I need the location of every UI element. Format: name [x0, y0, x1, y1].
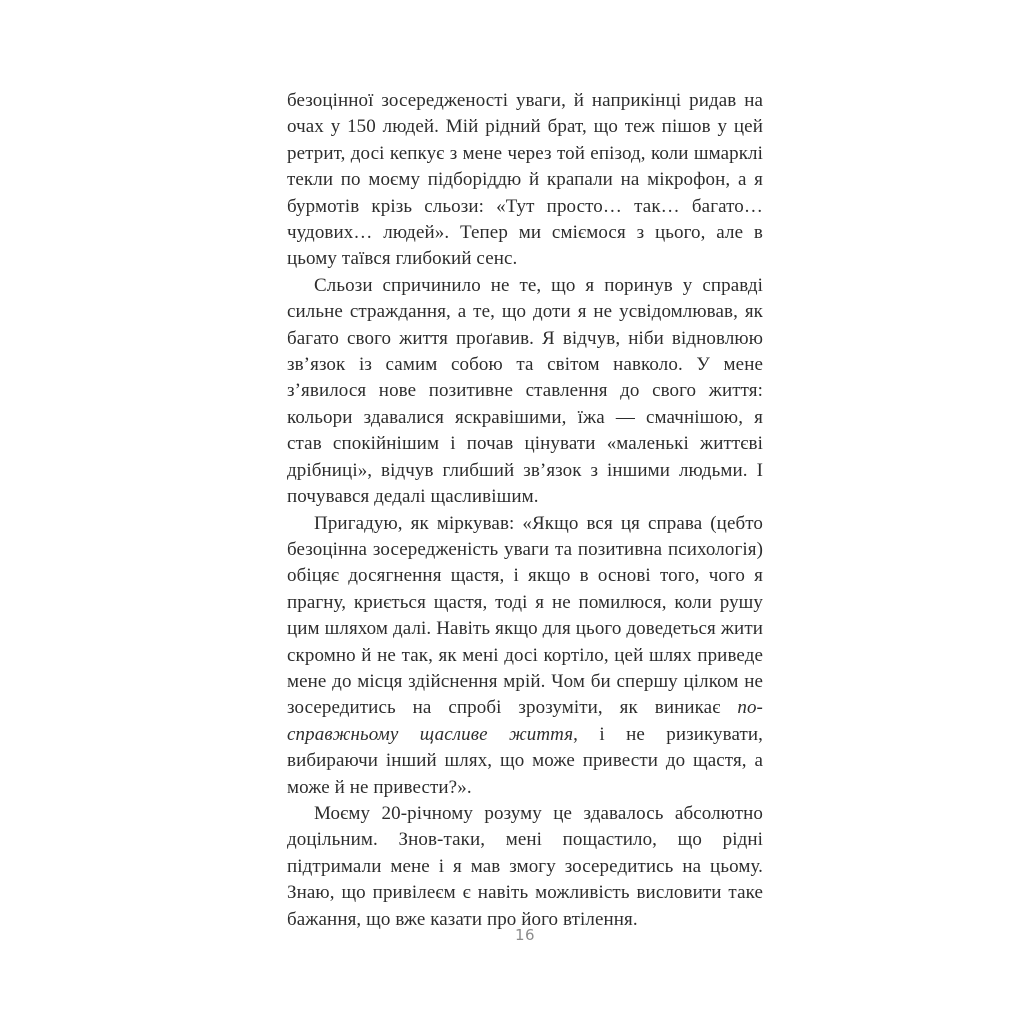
body-text: безоцінної зосередженості уваги, й наприкінці ридав на очах у 150 людей. Мій рідний брат, що теж пішов у цей ретрит, досі кепкує з мене через той епізод, коли шмарклі текли по моєму підборіддю й крапали на мікрофон, а я бурмотів крізь сльози: «Тут просто… так… багато… чудових… людей». Тепер ми сміємося з цього, але в цьому таївся глибокий сенс. [287, 90, 763, 270]
page-number: 16 [514, 926, 536, 944]
paragraph [287, 273, 763, 511]
body-text: Пригадую, як міркував: «Якщо вся ця справа (цебто безоцінна зосередженість уваги та позитивна психологія) обіцяє досягнення щастя, і якщо в основі того, чого я прагну, криється щастя, тоді я не помилюся, коли рушу цим шляхом далі. Навіть якщо для цього доведеться жити скромно й не так, як мені досі кортіло, цей шлях приведе мене до місця здійснення мрій. Чом би спершу цілком не зосередитись на спробі зрозуміти, як виникає [287, 512, 763, 719]
body-text: , і не ризикувати, вибираючи інший шлях, що може привести до щастя, а може й не привести?». [287, 723, 764, 798]
italic-phrase: по-справжньому щасливе життя [287, 697, 763, 745]
paragraph [287, 88, 763, 273]
page-text [287, 88, 763, 933]
body-text: Сльози спричинило не те, що я поринув у справді сильне страждання, а те, що доти я не усвідомлював, як багато свого життя проґавив. Я відчув, ніби відновлюю зв’язок із самим собою та світом навколо. У мене з’явилося нове позитивне ставлення до свого життя: кольори здавалися яскравішими, їжа — смачнішою, я став спокійнішим і почав цінувати «маленькі життєві дрібниці», відчув глибший зв’язок з іншими людьми. І почувався дедалі щасливішим. [287, 274, 763, 508]
paragraph [287, 801, 763, 933]
body-text: Моєму 20-річному розуму це здавалось абсолютно доцільним. Знов-таки, мені пощастило, що рідні підтримали мене і я мав змогу зосередитись на цьому. Знаю, що привілеєм є навіть можливість висловити таке бажання, що вже казати про його втілення. [287, 802, 763, 930]
paragraph [287, 511, 763, 801]
